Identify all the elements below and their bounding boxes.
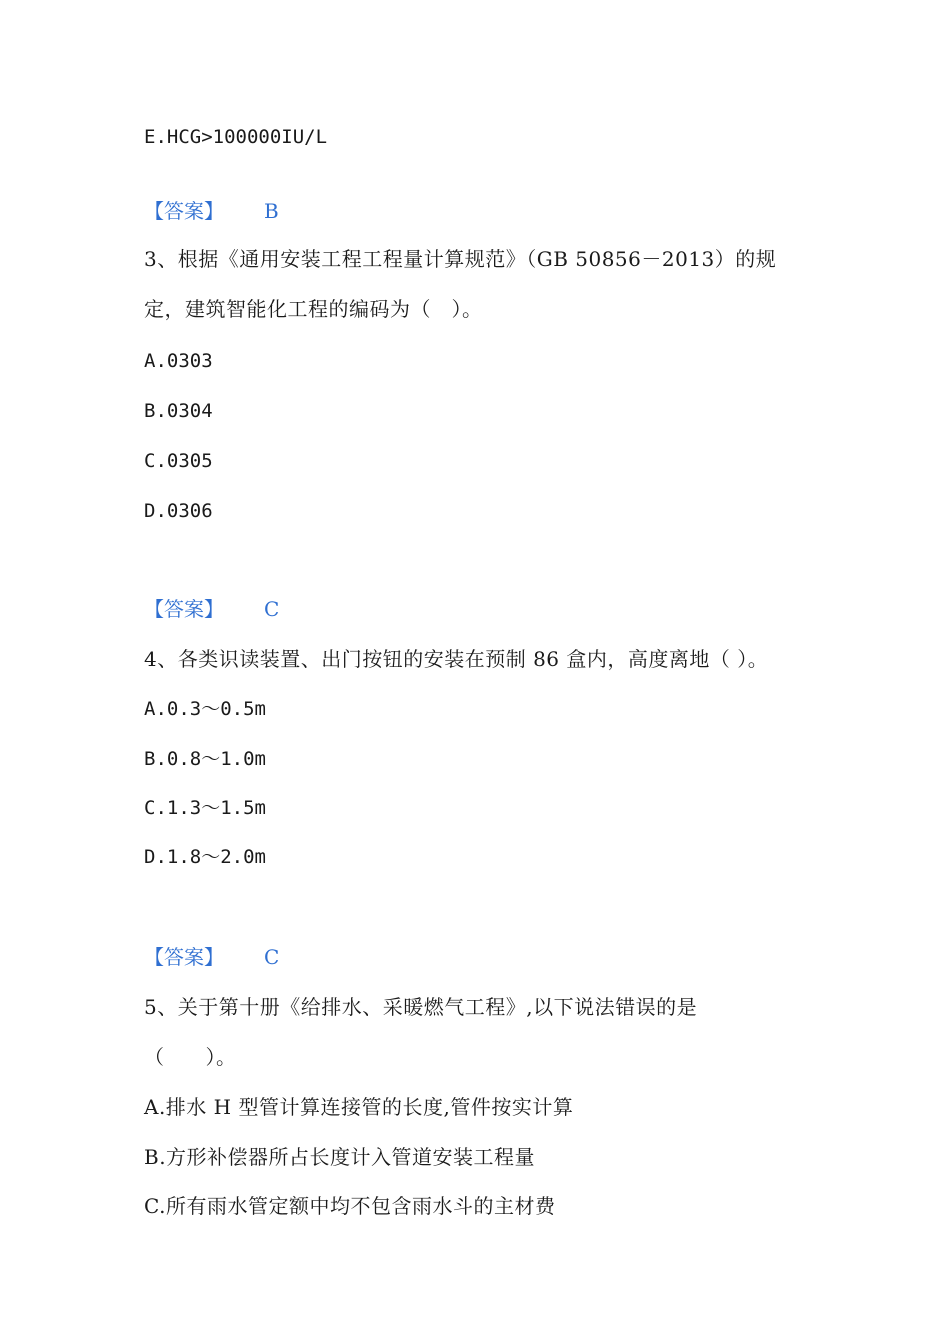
q3-option-c: C.0305 (144, 450, 213, 472)
q4-option-b: B.0.8～1.0m (144, 748, 266, 770)
q4-stem-line1: 4、各类识读装置、出门按钮的安装在预制 86 盒内，高度离地（ ）。 (144, 647, 769, 671)
answer-value: B (264, 199, 279, 223)
answer-value: C (264, 945, 280, 969)
q5-option-a: A.排水 H 型管计算连接管的长度,管件按实计算 (144, 1095, 574, 1119)
q2-option-e: E.HCG>100000IU/L (144, 126, 328, 148)
q3-stem-line2: 定，建筑智能化工程的编码为（ ）。 (144, 297, 483, 321)
q4-option-d: D.1.8～2.0m (144, 846, 266, 868)
q2-answer (144, 198, 279, 224)
answer-value: C (264, 597, 280, 621)
q3-option-a: A.0303 (144, 350, 213, 372)
q5-option-b: B.方形补偿器所占长度计入管道安装工程量 (144, 1145, 536, 1169)
q4-option-a: A.0.3～0.5m (144, 698, 266, 720)
q3-option-b: B.0304 (144, 400, 213, 422)
q3-answer (144, 596, 279, 622)
q3-option-d: D.0306 (144, 500, 213, 522)
q4-answer (144, 944, 279, 970)
answer-label: 【答案】 (144, 945, 224, 969)
answer-label: 【答案】 (144, 199, 224, 223)
q3-stem-line1: 3、根据《通用安装工程工程量计算规范》（GB 50856－2013）的规 (144, 247, 777, 271)
q5-option-c: C.所有雨水管定额中均不包含雨水斗的主材费 (144, 1194, 556, 1218)
answer-label: 【答案】 (144, 597, 224, 621)
q4-option-c: C.1.3～1.5m (144, 797, 266, 819)
q5-stem-line2: （ ）。 (144, 1045, 237, 1069)
q5-stem-line1: 5、关于第十册《给排水、采暖燃气工程》,以下说法错误的是 (144, 995, 698, 1019)
